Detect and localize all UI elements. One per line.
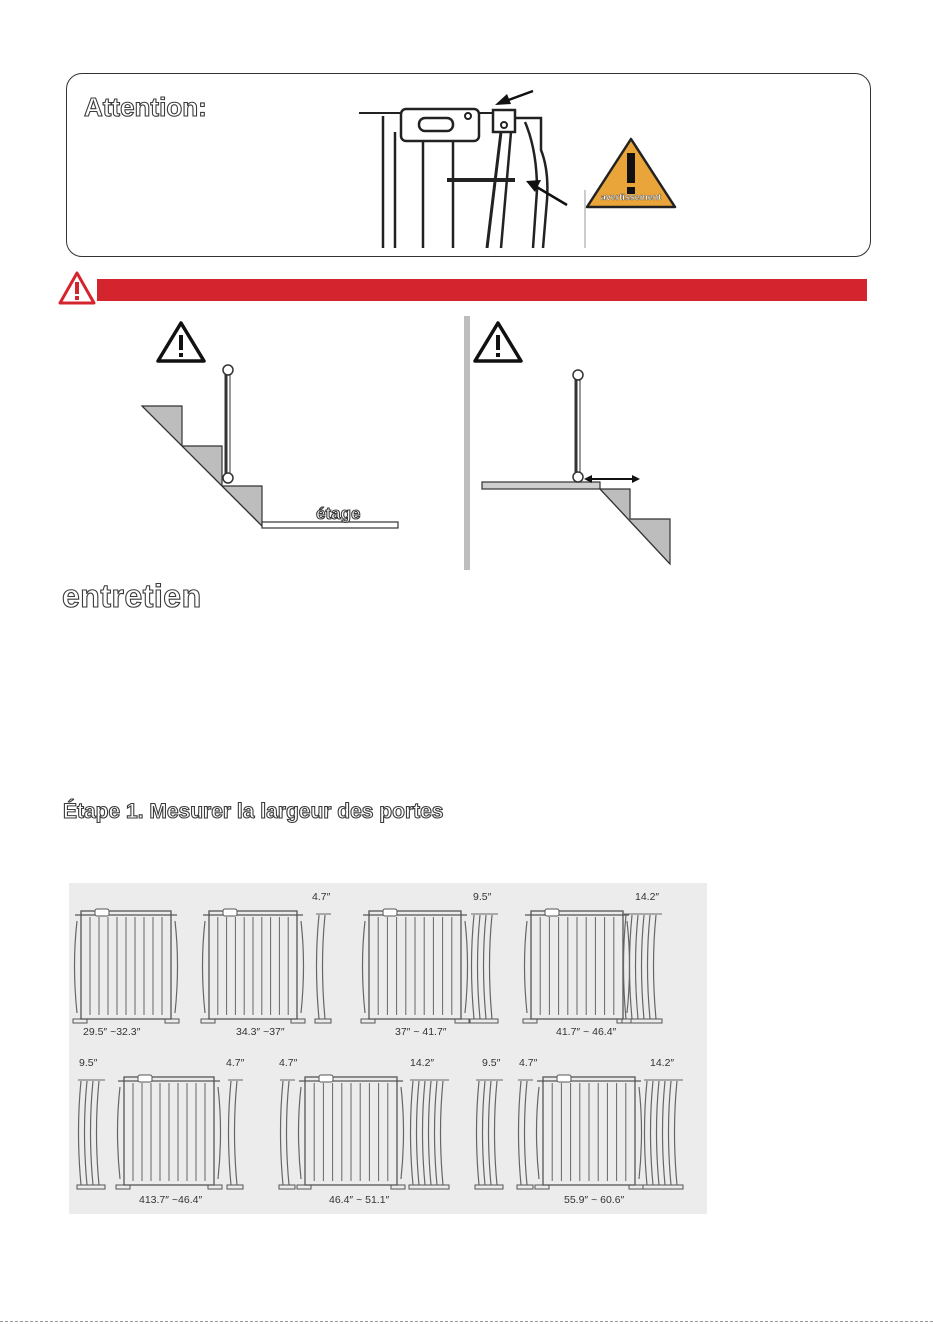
extension-bar: [663, 1081, 666, 1185]
gate-configurations-drawing: [69, 883, 707, 1214]
extension-bar: [235, 1081, 238, 1185]
gate-latch: [138, 1075, 152, 1082]
extension-bar: [323, 915, 326, 1019]
extension-bar: [636, 915, 639, 1019]
extension-foot: [643, 1185, 683, 1189]
extension-bar: [675, 1081, 678, 1185]
gate-side-post: [465, 921, 468, 1013]
extension-foot: [475, 1185, 503, 1189]
extension-foot: [227, 1185, 243, 1189]
gate-latch: [319, 1075, 333, 1082]
gate-side-post: [537, 1087, 540, 1179]
caution-icon-left: [155, 320, 207, 364]
warning-badge-text: avertissement: [600, 192, 662, 202]
attention-title: Attention:: [84, 92, 207, 122]
extension-label: 14.2″: [410, 1057, 435, 1069]
extension-bar: [489, 1081, 492, 1185]
extension-bar: [97, 1081, 100, 1185]
extension-label: 4.7″: [519, 1057, 538, 1069]
extension-bar: [483, 1081, 486, 1185]
extension-foot: [315, 1019, 331, 1023]
gate-latch: [383, 909, 397, 916]
extension-bar: [435, 1081, 438, 1185]
diagram-divider: [464, 316, 470, 570]
gate-range-label: 29.5″ ~32.3″: [83, 1026, 141, 1038]
extension-label: 4.7″: [312, 891, 331, 903]
extension-bar: [648, 915, 651, 1019]
extension-foot: [77, 1185, 105, 1189]
extension-bar: [642, 915, 645, 1019]
gate-range-label: 34.3″ ~37″: [236, 1026, 285, 1038]
red-warning-icon: [58, 270, 96, 306]
gate-side-post: [363, 921, 366, 1013]
gate-latch: [95, 909, 109, 916]
extension-label: 9.5″: [473, 891, 492, 903]
extension-foot: [517, 1185, 533, 1189]
extension-bar: [519, 1081, 522, 1185]
gate-latch: [545, 909, 559, 916]
gate-side-post: [203, 921, 206, 1013]
extension-bar: [654, 915, 657, 1019]
extension-bar: [657, 1081, 660, 1185]
extension-bar: [441, 1081, 444, 1185]
extension-bar: [91, 1081, 94, 1185]
gate-side-post: [401, 1087, 404, 1179]
extension-bar: [630, 915, 633, 1019]
stairs-top-diagram: [138, 362, 403, 534]
extension-foot: [409, 1185, 449, 1189]
gate-side-post: [118, 1087, 121, 1179]
gate-side-post: [525, 921, 528, 1013]
floor-label: étage: [316, 504, 361, 523]
extension-bar: [229, 1081, 232, 1185]
gate-range-label: 46.4″ ~ 51.1″: [329, 1194, 390, 1206]
extension-foot: [622, 1019, 662, 1023]
extension-bar: [417, 1081, 420, 1185]
extension-bar: [281, 1081, 284, 1185]
extension-bar: [411, 1081, 414, 1185]
gate-side-post: [218, 1087, 221, 1179]
extension-bar: [317, 915, 320, 1019]
extension-label: 4.7″: [226, 1057, 245, 1069]
stairs-bottom-diagram: [480, 366, 680, 566]
gate-range-label: 413.7″ ~46.4″: [139, 1194, 203, 1206]
extension-label: 4.7″: [279, 1057, 298, 1069]
gate-side-post: [639, 1087, 642, 1179]
extension-bar: [478, 915, 481, 1019]
gate-range-label: 55.9″ ~ 60.6″: [564, 1194, 625, 1206]
extension-bar: [472, 915, 475, 1019]
extension-bar: [79, 1081, 82, 1185]
extension-bar: [484, 915, 487, 1019]
extension-label: 14.2″: [635, 891, 660, 903]
extension-bar: [525, 1081, 528, 1185]
extension-bar: [490, 915, 493, 1019]
extension-bar: [477, 1081, 480, 1185]
extension-label: 9.5″: [482, 1057, 501, 1069]
extension-foot: [279, 1185, 295, 1189]
extension-bar: [651, 1081, 654, 1185]
gate-side-post: [299, 1087, 302, 1179]
gate-configurations-panel: [69, 883, 707, 1214]
gate-range-label: 37″ ~ 41.7″: [395, 1026, 447, 1038]
section-heading: entretien: [62, 578, 202, 614]
extension-bar: [645, 1081, 648, 1185]
page-bottom-rule: [0, 1321, 933, 1322]
gate-side-post: [175, 921, 178, 1013]
extension-foot: [470, 1019, 498, 1023]
extension-bar: [495, 1081, 498, 1185]
extension-bar: [423, 1081, 426, 1185]
caution-icon-right: [472, 320, 524, 364]
step-heading: Étape 1. Mesurer la largeur des portes: [63, 800, 444, 823]
gate-latch: [223, 909, 237, 916]
extension-bar: [624, 915, 627, 1019]
extension-bar: [669, 1081, 672, 1185]
extension-bar: [85, 1081, 88, 1185]
extension-bar: [429, 1081, 432, 1185]
gate-latch: [557, 1075, 571, 1082]
warning-bar: [97, 279, 867, 301]
extension-bar: [287, 1081, 290, 1185]
gate-side-post: [75, 921, 78, 1013]
extension-label: 9.5″: [79, 1057, 98, 1069]
gate-side-post: [301, 921, 304, 1013]
extension-label: 14.2″: [650, 1057, 675, 1069]
gate-range-label: 41.7″ ~ 46.4″: [556, 1026, 617, 1038]
